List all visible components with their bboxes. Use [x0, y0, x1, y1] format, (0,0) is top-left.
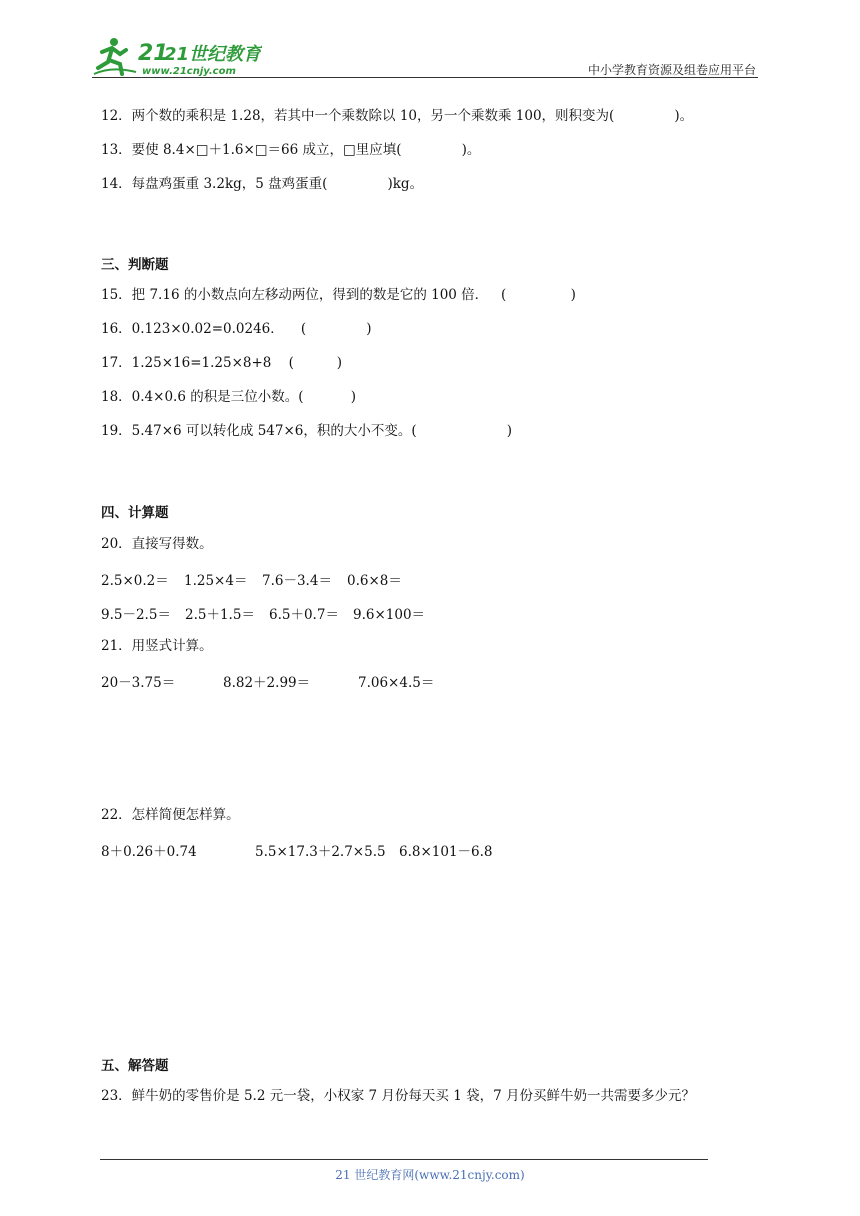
- footer-link[interactable]: 21 世纪教育网(www.21cnjy.com): [335, 1168, 525, 1182]
- calc-item: 7.06×4.5＝: [358, 675, 435, 691]
- calc-item: 7.6－3.4＝: [262, 573, 332, 589]
- question-15: 15．把 7.16 的小数点向左移动两位，得到的数是它的 100 倍． ( ): [101, 287, 576, 303]
- calc-item: 20－3.75＝: [101, 675, 176, 691]
- question-21: 21．用竖式计算。: [101, 638, 213, 654]
- question-20: 20．直接写得数。: [101, 536, 213, 552]
- question-18: 18．0.4×0.6 的积是三位小数。( ): [101, 389, 356, 405]
- svg-text:www.21cnjy.com: www.21cnjy.com: [142, 66, 236, 77]
- question-17: 17．1.25×16=1.25×8+8 ( ): [101, 355, 343, 371]
- runner-icon: [94, 38, 136, 74]
- calc-item: 6.8×101－6.8: [399, 844, 493, 860]
- question-23: 23．鲜牛奶的零售价是 5.2 元一袋，小权家 7 月份每天买 1 袋，7 月份买鲜牛奶一共需要多少元？: [101, 1088, 695, 1104]
- section-calculation-title: 四、计算题: [101, 505, 169, 521]
- calc-item: 9.5－2.5＝: [101, 607, 171, 623]
- svg-text:21世纪教育: 21世纪教育: [164, 44, 262, 65]
- calc-item: 1.25×4＝: [184, 573, 248, 589]
- question-16: 16．0.123×0.02=0.0246． ( ): [101, 321, 372, 337]
- brand-logo: [92, 36, 262, 78]
- svg-text:21: 21: [138, 41, 169, 66]
- platform-name: 中小学教育资源及组卷应用平台: [587, 63, 756, 77]
- question-19: 19．5.47×6 可以转化成 547×6，积的大小不变。( ): [101, 423, 513, 439]
- question-12: 12．两个数的乘积是 1.28，若其中一个乘数除以 10，另一个乘数乘 100，则积变为( )。: [101, 108, 694, 124]
- footer-divider: [100, 1159, 708, 1160]
- calc-item: 6.5＋0.7＝: [269, 607, 339, 623]
- question-22: 22．怎样简便怎样算。: [101, 807, 240, 823]
- question-14: 14．每盘鸡蛋重 3.2kg，5 盘鸡蛋重( )kg。: [101, 176, 424, 192]
- header-divider: [92, 77, 758, 78]
- calc-item: 8＋0.26＋0.74: [101, 844, 197, 860]
- section-judgement-title: 三、判断题: [101, 257, 169, 273]
- calc-item: 5.5×17.3＋2.7×5.5: [255, 844, 386, 860]
- calc-item: 0.6×8＝: [347, 573, 402, 589]
- calc-item: 9.6×100＝: [353, 607, 426, 623]
- calc-item: 2.5＋1.5＝: [185, 607, 255, 623]
- question-13: 13．要使 8.4×□＋1.6×□＝66 成立，□里应填( )。: [101, 142, 481, 158]
- section-answer-title: 五、解答题: [101, 1058, 169, 1074]
- calc-item: 2.5×0.2＝: [101, 573, 169, 589]
- calc-item: 8.82＋2.99＝: [223, 675, 311, 691]
